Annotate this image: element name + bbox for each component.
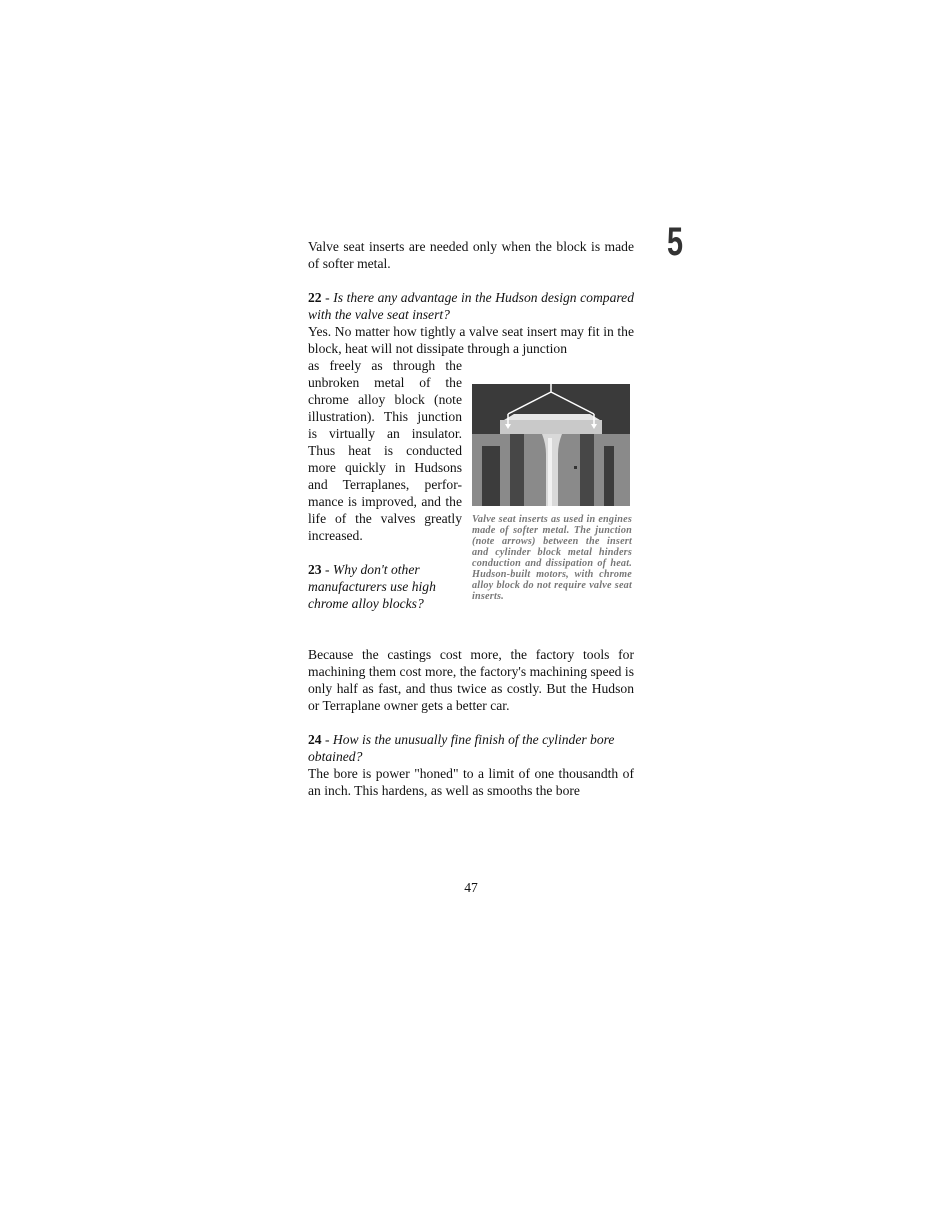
question-number: 22 bbox=[308, 290, 322, 305]
answer-22-full: Yes. No matter how tightly a valve seat insert may fit in the block, heat will not dissipate through a junction bbox=[308, 324, 634, 356]
question-number: 23 bbox=[308, 562, 322, 577]
question-text: Is there any advantage in the Hudson design compared with the valve seat insert? bbox=[308, 290, 634, 322]
valve-seat-figure bbox=[472, 374, 632, 602]
question-number: 24 bbox=[308, 732, 322, 747]
question-22: 22 - Is there any advantage in the Hudson design compared with the valve seat insert? bbox=[308, 290, 634, 322]
page-number: 47 bbox=[464, 880, 478, 895]
question-text: How is the unusually fine finish of the cylinder bore obtained? bbox=[308, 732, 615, 764]
answer-24: The bore is power "honed" to a limit of one thousandth of an inch. This hardens, as well as smooths the bore bbox=[308, 766, 634, 798]
question-24: 24 - How is the unusually fine finish of the cylinder bore obtained? bbox=[308, 732, 615, 764]
question-23: 23 - Why don't other manufacturers use high chrome alloy blocks? bbox=[308, 562, 436, 611]
figure-caption: Valve seat inserts as used in engines made of softer metal. The junction (note arrows) between the insert and cylinder block metal hinders conduction and dissipation of heat. Hudson-built motors, with chrome alloy block do not require valve seat inserts. bbox=[472, 514, 632, 602]
question-text: Why don't other manufacturers use high chrome alloy blocks? bbox=[308, 562, 436, 611]
valve-seat-illustration bbox=[472, 374, 630, 506]
answer-22-narrow: as freely as through the unbroken metal of the chrome alloy block (note illustration). This junction is virtually an insulator. Thus heat is conducted more quickly in Hudsons and Terraplanes, perfor-mance is improved, and the life of the valves greatly increased. bbox=[308, 358, 462, 543]
answer-23: Because the castings cost more, the factory tools for machining them cost more, the factory's machining speed is only half as fast, and thus twice as costly. But the Hudson or Terraplane owner gets a better car. bbox=[308, 647, 634, 713]
intro-paragraph: Valve seat inserts are needed only when the block is made of softer metal. bbox=[308, 239, 634, 271]
chapter-number: 5 bbox=[667, 220, 684, 264]
